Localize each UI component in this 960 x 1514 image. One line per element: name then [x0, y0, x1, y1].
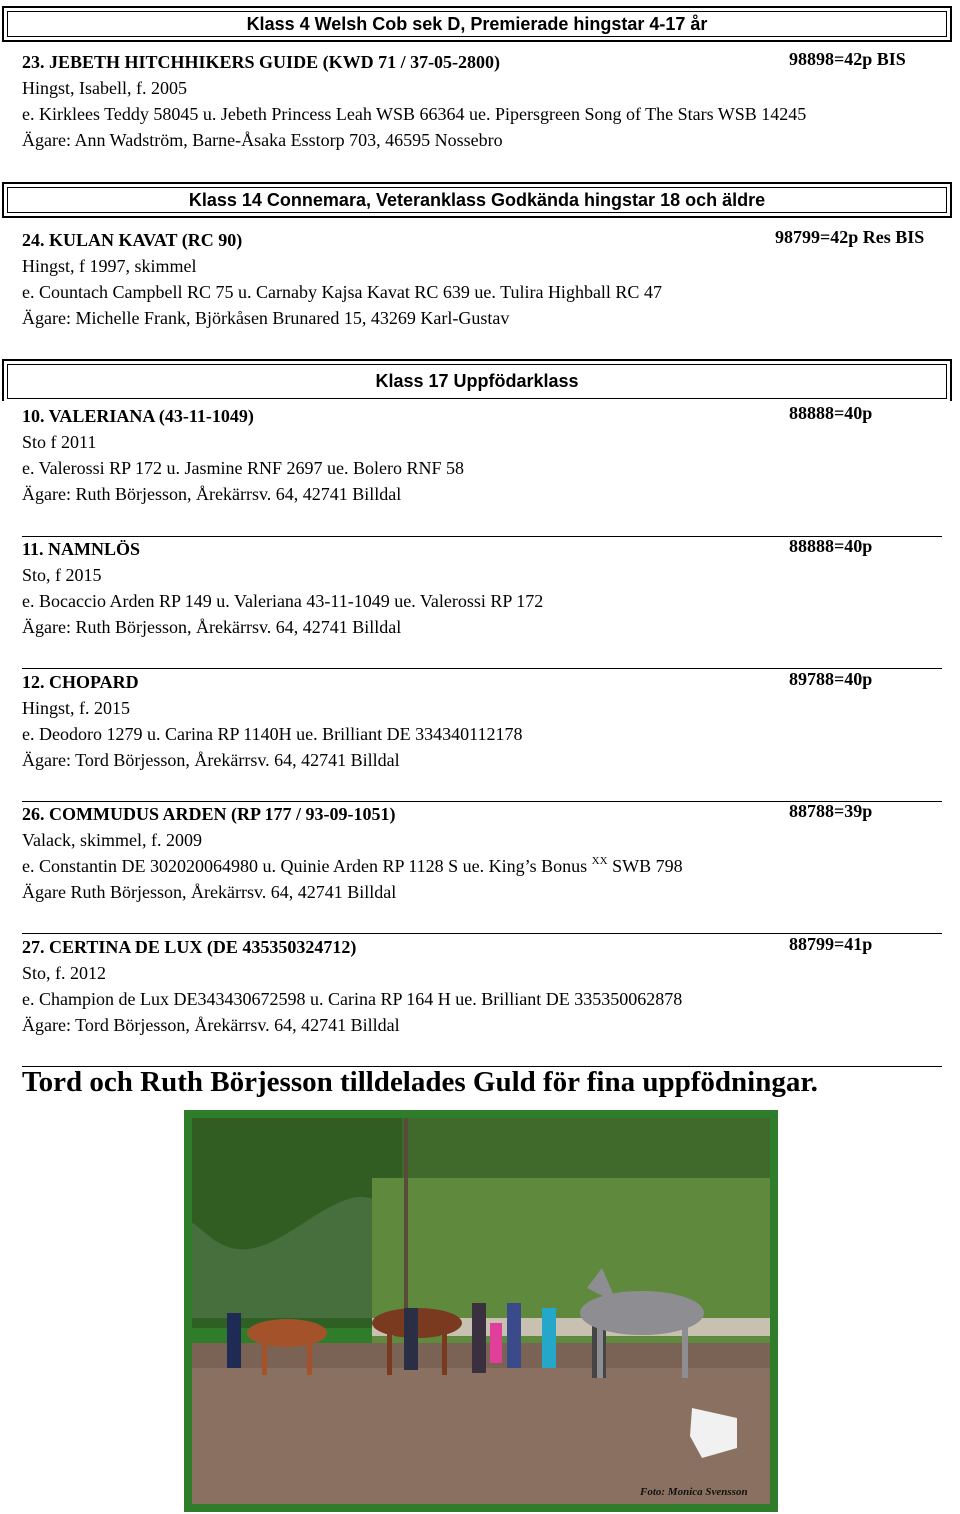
entry-line: Ägare: Michelle Frank, Björkåsen Brunared 15, 43269 Karl-Gustav: [22, 308, 510, 328]
entry-head: 27. CERTINA DE LUX (DE 435350324712): [22, 937, 357, 957]
class-header-box: [2, 359, 952, 401]
entry-line: Hingst, Isabell, f. 2005: [22, 78, 187, 98]
entry-line: [22, 853, 960, 879]
class-title: Klass 4 Welsh Cob sek D, Premierade hingstar 4-17 år: [7, 11, 947, 37]
entry-line: e. Valerossi RP 172 u. Jasmine RNF 2697 ue. Bolero RNF 58: [22, 458, 465, 478]
entry-line: e. Deodoro 1279 u. Carina RP 1140H ue. Brilliant DE 334340112178: [22, 724, 523, 744]
entry-score: 98799=42p Res BIS: [775, 227, 925, 247]
entry-line-tail: SWB 798: [607, 856, 683, 876]
horse-show-photo: [192, 1118, 770, 1504]
entry-score: 88888=40p: [789, 536, 873, 556]
entry-line: Sto, f 2015: [22, 565, 102, 585]
entry-score: 88888=40p: [789, 403, 873, 423]
superscript-xx: XX: [591, 855, 608, 867]
entry-line: Ägare: Ann Wadström, Barne-Åsaka Esstorp 703, 46595 Nossebro: [22, 130, 503, 150]
photo-frame: [184, 1110, 778, 1512]
entry-head: 24. KULAN KAVAT (RC 90): [22, 230, 243, 250]
entry-line: Ägare: Tord Börjesson, Årekärrsv. 64, 42741 Billdal: [22, 750, 400, 770]
photo-credit: Foto: Monica Svensson: [640, 1486, 748, 1498]
entry-kulan-kavat: [22, 227, 960, 331]
entry-jebeth: [22, 49, 960, 153]
entry-line-text: e. Constantin DE 302020064980 u. Quinie Arden RP 1128 S ue. King’s Bonus: [22, 856, 592, 876]
entry-line: Sto, f. 2012: [22, 963, 107, 983]
entry-score: 98898=42p BIS: [789, 49, 906, 69]
entry-head: 23. JEBETH HITCHHIKERS GUIDE (KWD 71 / 37-05-2800): [22, 52, 501, 72]
entry-line: Sto f 2011: [22, 432, 97, 452]
entry-head: 11. NAMNLÖS: [22, 539, 141, 559]
entry-score: 88788=39p: [789, 801, 873, 821]
entry-line: Ägare Ruth Börjesson, Årekärrsv. 64, 42741 Billdal: [22, 882, 397, 902]
entry-line: Valack, skimmel, f. 2009: [22, 830, 202, 850]
entry-line: e. Champion de Lux DE343430672598 u. Carina RP 164 H ue. Brilliant DE 335350062878: [22, 989, 683, 1009]
entry-line: Ägare: Ruth Börjesson, Årekärrsv. 64, 42741 Billdal: [22, 617, 402, 637]
entry-valeriana: [22, 403, 960, 507]
entry-namnlos: [22, 536, 960, 640]
entry-line: Hingst, f. 2015: [22, 698, 130, 718]
entry-commudus-arden: [22, 801, 960, 905]
entry-chopard: [22, 669, 960, 773]
entry-line: e. Bocaccio Arden RP 149 u. Valeriana 43-11-1049 ue. Valerossi RP 172: [22, 591, 544, 611]
entry-head: 10. VALERIANA (43-11-1049): [22, 406, 254, 426]
entry-line: e. Countach Campbell RC 75 u. Carnaby Kajsa Kavat RC 639 ue. Tulira Highball RC 47: [22, 282, 662, 302]
entry-certina-de-lux: [22, 934, 960, 1038]
photo-trees-dark: [192, 1118, 402, 1328]
entry-line: Ägare: Ruth Börjesson, Årekärrsv. 64, 42741 Billdal: [22, 484, 402, 504]
entry-head: 26. COMMUDUS ARDEN (RP 177 / 93-09-1051): [22, 804, 396, 824]
class-title: Klass 17 Uppfödarklass: [7, 364, 947, 399]
class-title: Klass 14 Connemara, Veteranklass Godkända hingstar 18 och äldre: [7, 187, 947, 213]
entry-score: 89788=40p: [789, 669, 873, 689]
entry-line: Hingst, f 1997, skimmel: [22, 256, 197, 276]
entry-score: 88799=41p: [789, 934, 873, 954]
entry-head: 12. CHOPARD: [22, 672, 139, 692]
class-header-box: [2, 182, 952, 218]
entry-line: e. Kirklees Teddy 58045 u. Jebeth Princess Leah WSB 66364 ue. Pipersgreen Song of The Stars WSB 14245: [22, 104, 807, 124]
headline: Tord och Ruth Börjesson tilldelades Guld för fina uppfödningar.: [22, 1066, 818, 1098]
entry-line: Ägare: Tord Börjesson, Årekärrsv. 64, 42741 Billdal: [22, 1015, 400, 1035]
class-header-box: [2, 6, 952, 42]
